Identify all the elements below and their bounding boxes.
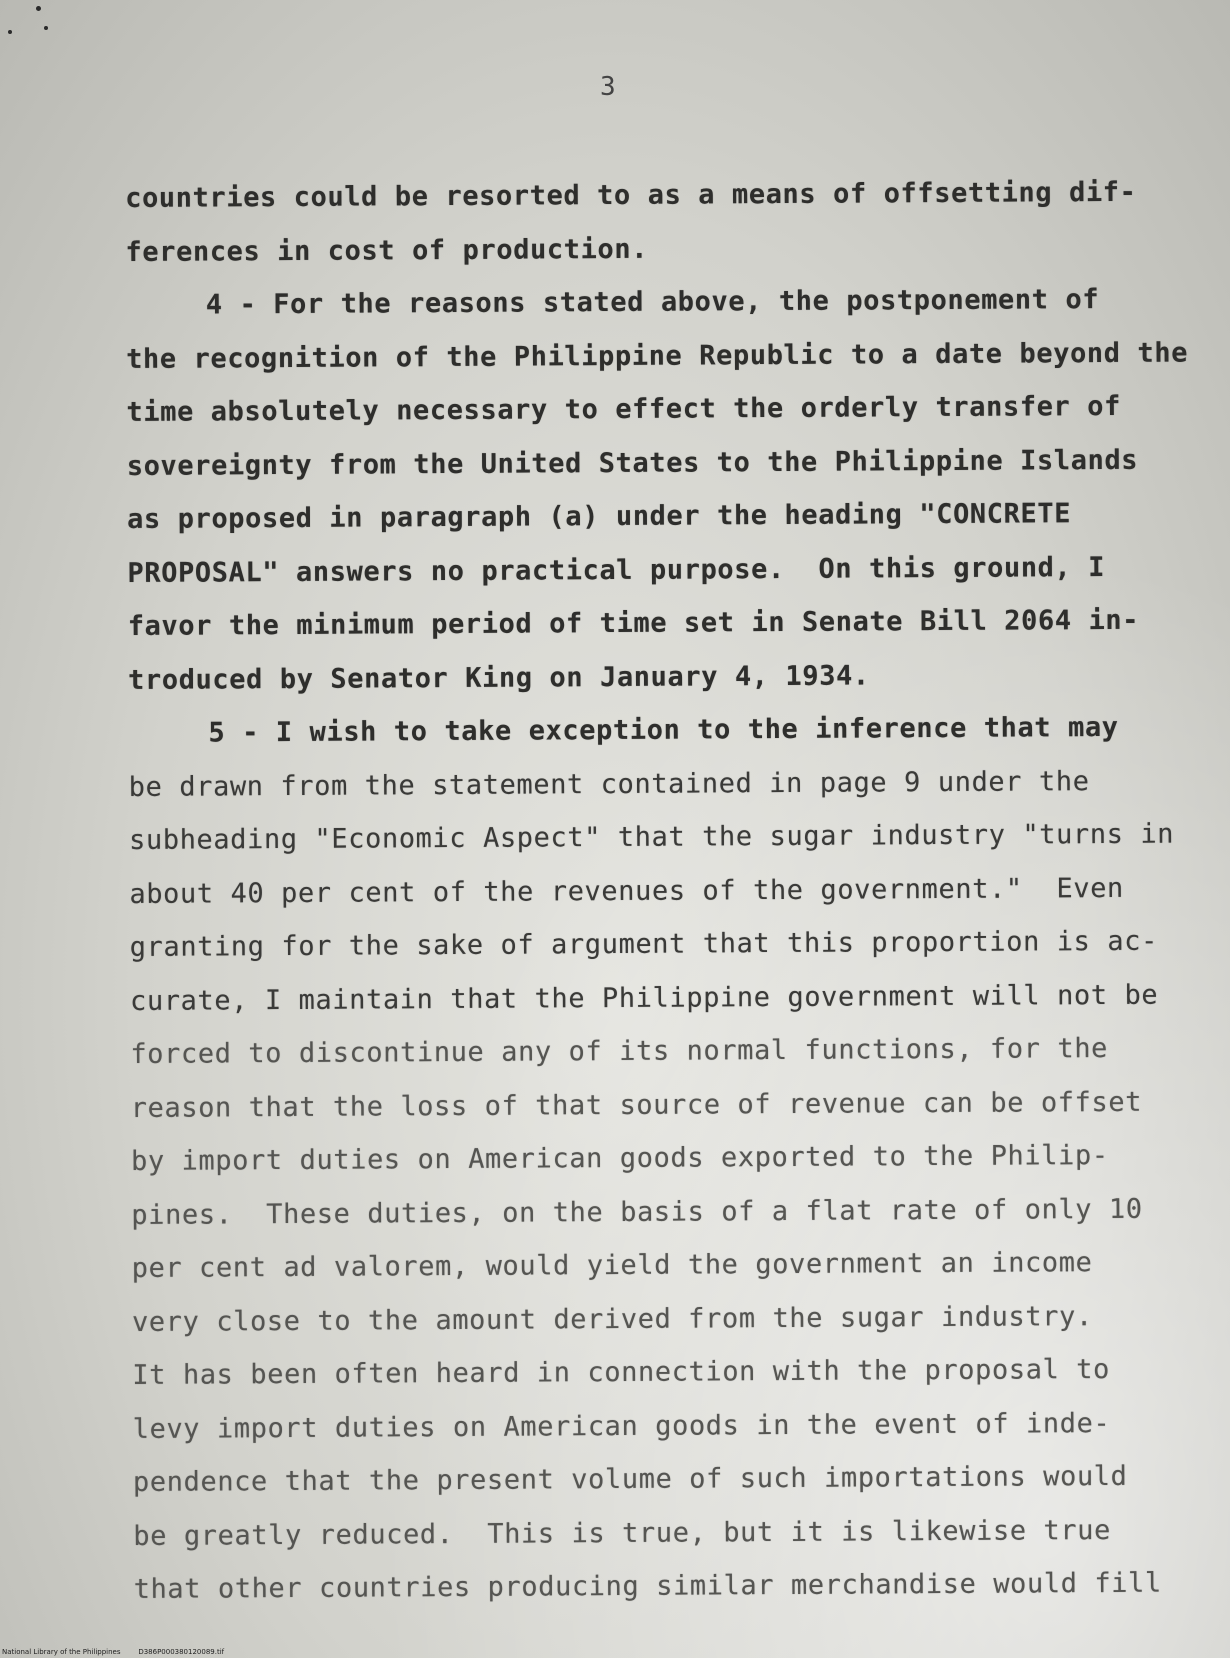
text-line: curate, I maintain that the Philippine government will not be: [129, 979, 1159, 1017]
file-id: D386P000380120089.tif: [138, 1648, 225, 1656]
text-line: pines. These duties, on the basis of a flat rate of only 10: [131, 1193, 1143, 1231]
text-line: be drawn from the statement contained in page 9 under the: [128, 765, 1090, 803]
text-line: PROPOSAL" answers no practical purpose. On this ground, I: [127, 551, 1106, 589]
text-line: reason that the loss of that source of revenue can be offset: [130, 1086, 1143, 1124]
ink-spot: [36, 6, 41, 11]
paragraph-4-start: 4 - For the reasons stated above, the postponement of: [205, 284, 1100, 321]
text-line: very close to the amount derived from the sugar industry.: [131, 1300, 1093, 1338]
text-line: granting for the sake of argument that this proportion is ac-: [129, 925, 1159, 963]
text-line: levy import duties on American goods in the event of inde-: [132, 1407, 1111, 1445]
text-line: sovereignty from the United States to the Philippine Islands: [126, 444, 1139, 482]
page-number: 3: [600, 72, 616, 102]
library-name: National Library of the Philippines: [2, 1648, 121, 1656]
text-line: ferences in cost of production.: [125, 233, 649, 268]
text-line: per cent ad valorem, would yield the government an income: [131, 1247, 1093, 1284]
text-line: by import duties on American goods exported to the Philip-: [130, 1140, 1109, 1177]
ink-spot: [44, 26, 48, 30]
text-line: as proposed in paragraph (a) under the heading "CONCRETE: [127, 498, 1072, 535]
text-line: pendence that the present volume of such importations would: [132, 1460, 1128, 1498]
paragraph-5-start: 5 - I wish to take exception to the inference that may: [208, 711, 1119, 749]
text-line: forced to discontinue any of its normal functions, for the: [130, 1033, 1109, 1070]
text-line: subheading "Economic Aspect" that the sugar industry "turns in: [128, 818, 1175, 856]
body-text: [125, 165, 1214, 1616]
text-line: troduced by Senator King on January 4, 1934.: [128, 659, 870, 696]
text-line: favor the minimum period of time set in Senate Bill 2064 in-: [127, 604, 1140, 642]
text-line: be greatly reduced. This is true, but it is likewise true: [133, 1514, 1112, 1552]
text-line: about 40 per cent of the revenues of the government." Even: [129, 872, 1124, 910]
archive-footer: [2, 1648, 224, 1656]
text-line: the recognition of the Philippine Republic to a date beyond the: [126, 337, 1189, 375]
text-line: that other countries producing similar merchandise would fill: [133, 1567, 1162, 1605]
ink-spot: [8, 30, 12, 34]
text-line: countries could be resorted to as a means of offsetting dif-: [125, 176, 1137, 214]
text-line: It has been often heard in connection with the proposal to: [132, 1354, 1111, 1391]
text-line: time absolutely necessary to effect the orderly transfer of: [126, 390, 1122, 428]
